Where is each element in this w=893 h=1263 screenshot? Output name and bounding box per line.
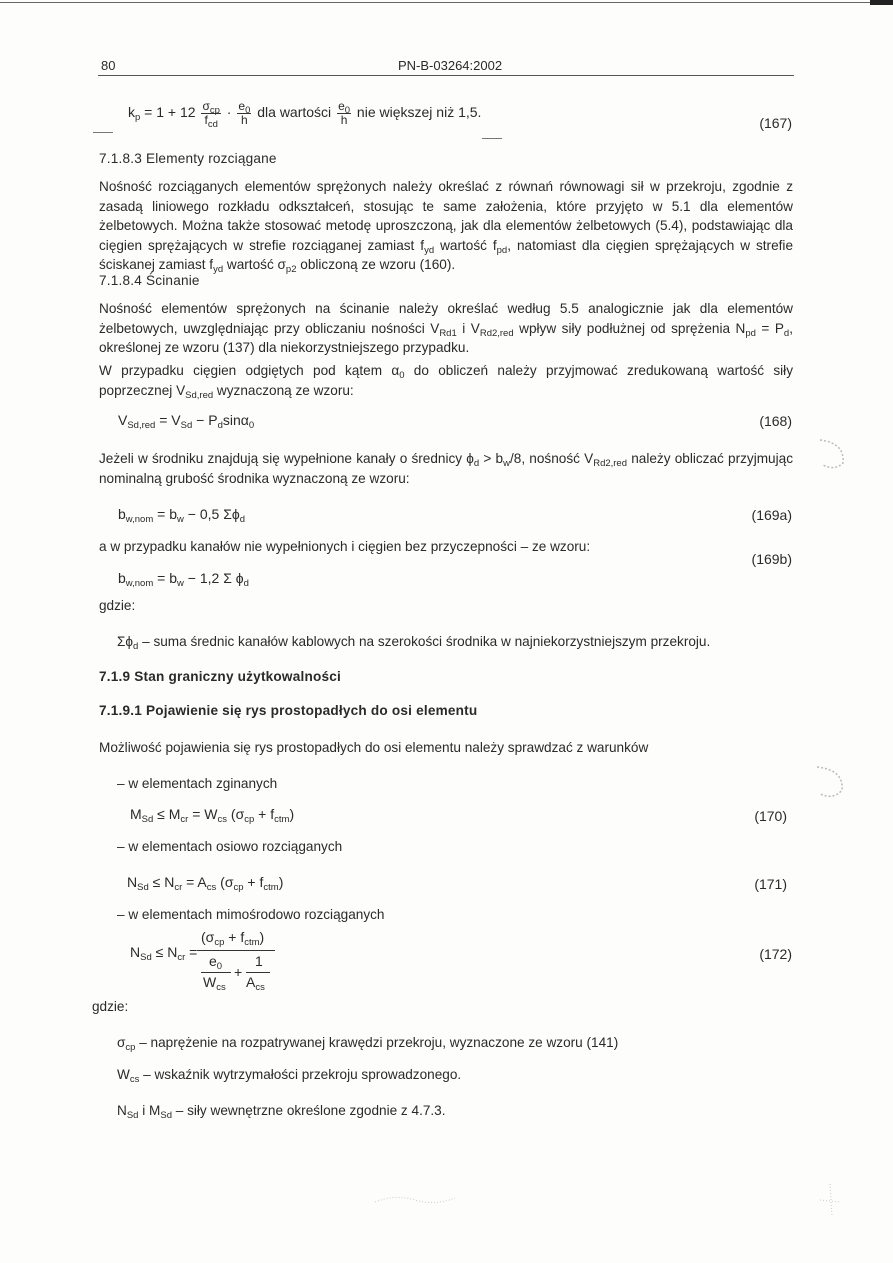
section-heading-7-1-8-3: 7.1.8.3 Elementy rozciągane [99,151,277,166]
scan-edge-line [0,2,870,3]
paragraph-bent-tendons: W przypadku cięgien odgiętych pod kątem $\alpha_0$ do obliczeń należy przyjmować zredukowaną wartość siły poprzecznej $V_{Sd,red}$ wyznaczoną ze wzoru: [99,363,793,401]
paragraph-filled-ducts: Jeżeli w środniku znajdują się wypełnione kanały o średnicy $\phi_d > b_w/8$, nośność $V_{Rd2,red}$ należy obliczać przyjmując nominalną grubość środnika wyznaczoną ze wzoru: [99,451,793,486]
equation-number-167: (167) [759,115,792,131]
definition-sum-diameters: $\Sigma\phi_d$ – suma średnic kanałów kablowych na szerokości środnika w najniekorzystniejszym przekroju. [117,634,711,652]
where-label: gdzie: [92,999,129,1014]
equation-number-169b: (169b) [751,551,792,567]
equation-number-168: (168) [759,413,792,429]
paragraph-cracks: Możliwość pojawienia się rys prostopadłych do osi elementu należy sprawdzać z warunków [99,740,649,755]
equation-number-169a: (169a) [751,507,792,523]
fraction-bar [197,950,275,951]
scan-dash [482,138,502,139]
definition-nsd-msd: $N_{Sd}$ i $M_{Sd}$ – siły wewnętrzne określone zgodnie z 4.7.3. [117,1103,446,1121]
equation-169b: $b_{w,nom} = b_w - 1,2$ Σ $\phi_d$ [118,570,249,589]
equation-number-171: (171) [754,876,787,892]
section-heading-7-1-9-1: 7.1.9.1 Pojawienie się rys prostopadłych do osi elementu [99,703,478,718]
paragraph-shear: Nośność elementów sprężonych na ścinanie należy określać według 5.5 analogicznie jak dla elementów żelbetowych, uwzględniając przy obliczaniu nośności $V_{Rd1}$ i $V_{Rd2,red}$ wpływ siły podłużnej od sprężenia $N_{pd} = P_d$, określonej ze wzoru (137) dla niekorzystniejszego przypadku. [99,301,793,355]
list-item-eccentric-tension: – w elementach mimośrodowo rozciąganych [117,907,385,922]
equation-172-e0: $e_0$ [209,953,223,972]
equation-171: $N_{Sd} \le N_{cr} = A_{cs}$ $(\sigma_{cp} + f_{ctm})$ [127,874,284,893]
equation-number-172: (172) [759,946,792,962]
page-number: 80 [101,58,116,73]
scan-artifact [370,1190,460,1210]
scan-artifact [812,762,852,804]
equation-172-acs: $A_{cs}$ [246,974,265,993]
equation-172-one: 1 [255,953,263,969]
equation-170: $M_{Sd} \le M_{cr} = W_{cs}$ $(\sigma_{cp} + f_{ctm})$ [130,806,295,825]
list-item-axial-tension: – w elementach osiowo rozciąganych [117,839,343,854]
equation-172-plus: + [234,964,243,980]
equation-169a: $b_{w,nom} = b_w - 0,5$ $\Sigma\phi_d$ [118,506,245,525]
definition-sigma-cp: $\sigma_{cp}$ – naprężenie na rozpatrywanej krawędzi przekroju, wyznaczone ze wzoru (141) [117,1035,619,1053]
fraction-bar [201,972,231,973]
where-label: gdzie: [99,598,136,613]
section-heading-7-1-9: 7.1.9 Stan graniczny użytkowalności [99,669,341,684]
list-item-bending: – w elementach zginanych [117,776,278,791]
scan-dash [93,132,113,133]
scan-edge-mark [870,0,893,5]
equation-number-170: (170) [754,808,787,824]
header-rule [98,75,794,76]
paragraph-unfilled-ducts: a w przypadku kanałów nie wypełnionych i cięgien bez przyczepności – ze wzoru: [99,539,591,554]
fraction-bar [246,972,270,973]
scan-artifact [815,435,855,475]
equation-172-numerator: $(\sigma_{cp} + f_{ctm})$ [201,929,265,948]
standard-code: PN-B-03264:2002 [398,58,503,73]
equation-167: $k_p = 1 + 12$ $\frac{\sigma_{cp}}{f_{cd}}$ · $\frac{e_0}{h}$ dla wartości $\frac{e_0}{h}$ nie większej niż 1,5. [128,99,482,130]
paragraph-tension-members: Nośność rozciąganych elementów sprężonych należy określać z równań równowagi sił w przekroju, zgodnie z zasadą liniowego rozkładu odkształceń, stosując te same założenia, które przyjęto w 5.1 dla elementów żelbetowych. Można także stosować metodę uproszczoną, jak dla elementów żelbetowych (5.4), podstawiając dla cięgien sprężających w strefie rozciąganej zamiast $f_{yd}$ wartość $f_{pd}$, natomiast dla cięgien sprężających w strefie ściskanej zamiast $f_{yd}$ wartość $\sigma_{p2}$ obliczoną ze wzoru (160). [99,179,794,275]
equation-172-wcs: $W_{cs}$ [203,974,226,993]
section-heading-7-1-8-4: 7.1.8.4 Ścinanie [99,273,200,288]
scan-artifact [810,1180,850,1220]
equation-172-lhs: $N_{Sd} \le N_{cr}$ = [130,944,198,963]
definition-wcs: $W_{cs}$ – wskaźnik wytrzymałości przekroju sprowadzonego. [117,1067,462,1085]
equation-168: $V_{Sd,red} = V_{Sd} - P_d\sin\alpha_0$ [118,412,255,431]
